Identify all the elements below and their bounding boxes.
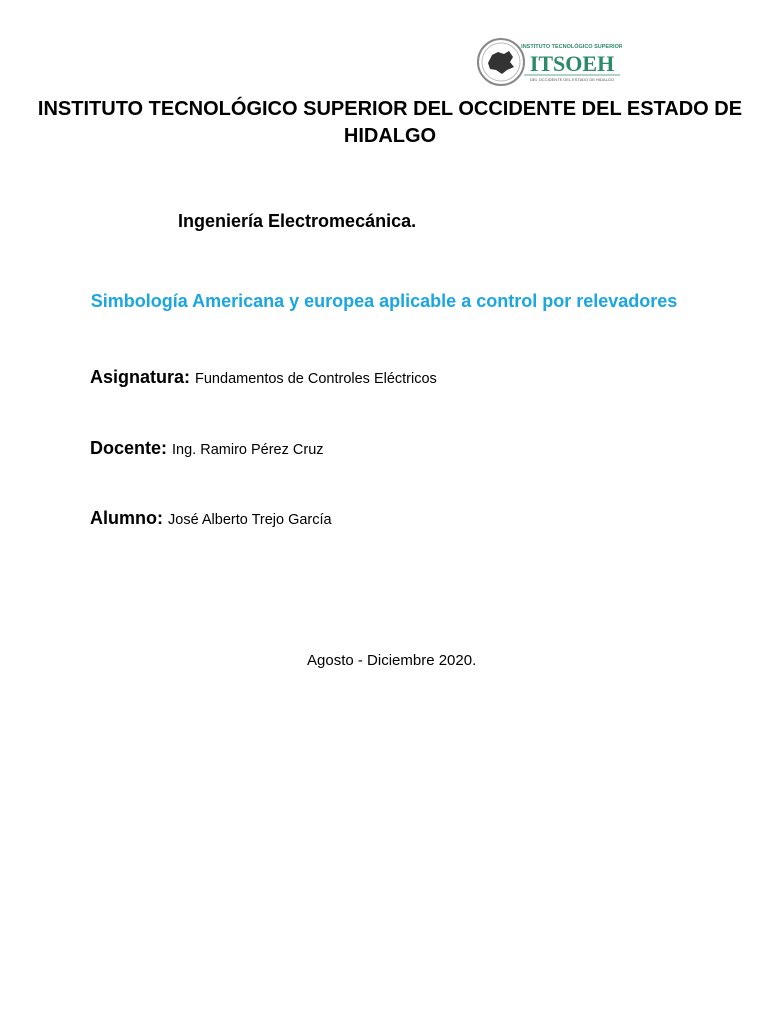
- teacher-label: Docente:: [90, 438, 173, 458]
- teacher-value: Ing. Ramiro Pérez Cruz: [172, 442, 324, 458]
- student-label: Alumno:: [90, 508, 168, 528]
- career-name: Ingeniería Electromecánica.: [178, 211, 417, 231]
- subject-value: Fundamentos de Controles Eléctricos: [195, 371, 437, 387]
- student-value: José Alberto Trejo García: [168, 512, 332, 528]
- subject-label: Asignatura:: [90, 367, 196, 387]
- teacher-field: [90, 438, 324, 459]
- institution-logo: [476, 37, 622, 87]
- institute-name: INSTITUTO TECNOLÓGICO SUPERIOR DEL OCCIDENTE DEL ESTADO DE HIDALGO: [37, 98, 743, 147]
- document-topic: Simbología Americana y europea aplicable a control por relevadores: [90, 291, 678, 311]
- academic-period: Agosto - Diciembre 2020.: [307, 652, 477, 669]
- logo-top-text: INSTITUTO TECNOLÓGICO SUPERIOR: [521, 44, 622, 50]
- student-field: [90, 508, 332, 529]
- subject-field: [90, 367, 437, 388]
- logo-name: ITSOEH: [529, 51, 615, 76]
- logo-bottom-text: DEL OCCIDENTE DEL ESTADO DE HIDALGO: [529, 77, 615, 82]
